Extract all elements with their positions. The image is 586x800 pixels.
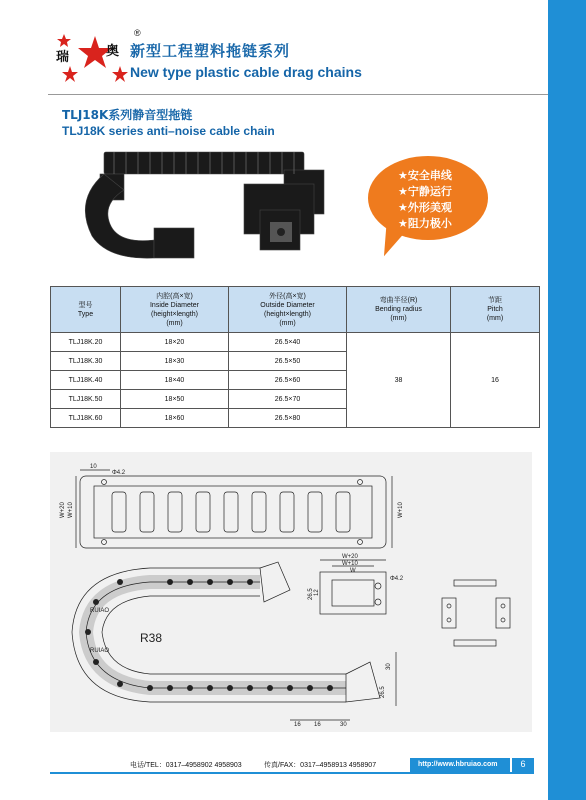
cell-inside: 18×50 xyxy=(121,390,229,409)
cell-outside: 26.5×80 xyxy=(229,409,347,428)
page-footer xyxy=(50,758,550,776)
cell-type: TLJ18K.20 xyxy=(51,333,121,352)
header-divider xyxy=(48,94,548,95)
cell-inside: 18×60 xyxy=(121,409,229,428)
series-title-english: TLJ18K series anti–noise cable chain xyxy=(62,124,275,138)
footer-website-link[interactable]: http://www.hbruiao.com xyxy=(410,758,510,772)
cell-bending-radius: 38 xyxy=(347,333,451,428)
chain-text-1: RUIAO xyxy=(90,608,110,614)
cell-inside: 18×40 xyxy=(121,371,229,390)
footer-bar xyxy=(50,772,534,774)
dim-label-w10-right: W+10 xyxy=(398,502,404,518)
header-cn: 内腔(高×宽) xyxy=(156,292,193,300)
cell-outside: 26.5×40 xyxy=(229,333,347,352)
header-en: Type xyxy=(77,310,94,318)
dim-label-phi: Φ4.2 xyxy=(112,470,126,476)
cell-pitch: 16 xyxy=(451,333,540,428)
dim-label-w10: W+10 xyxy=(68,502,74,518)
title-chinese: 新型工程塑料拖链系列 xyxy=(130,42,291,60)
chain-drawing-svg xyxy=(50,452,532,732)
feature-item: ★阻力极小 xyxy=(398,217,452,230)
logo-char-2: 奥 xyxy=(106,44,120,59)
feature-item: ★安全串线 xyxy=(398,169,452,182)
header-extra: (mm) xyxy=(390,315,407,322)
dim-label-30: 30 xyxy=(340,722,347,728)
header-cn: 外径(高×宽) xyxy=(269,292,306,300)
footer-fax: 传真/FAX：0317–4958913 4958907 xyxy=(264,762,377,769)
header-type xyxy=(51,287,121,333)
feature-item: ★宁静运行 xyxy=(398,185,452,198)
page-header xyxy=(30,28,530,88)
cell-type: TLJ18K.60 xyxy=(51,409,121,428)
cell-outside: 26.5×70 xyxy=(229,390,347,409)
cell-outside: 26.5×50 xyxy=(229,352,347,371)
dim-label-26-5: 26.5 xyxy=(308,588,314,600)
header-pitch xyxy=(451,287,540,333)
dim-label-10: 10 xyxy=(90,464,97,470)
cell-outside: 26.5×60 xyxy=(229,371,347,390)
product-photo xyxy=(64,140,344,280)
header-extra: (mm) xyxy=(486,315,504,322)
page-number: 6 xyxy=(512,758,534,772)
cell-inside: 18×30 xyxy=(121,352,229,371)
dim-label-12: 12 xyxy=(314,589,320,596)
dim-label-w10-bracket: W+10 xyxy=(342,561,358,567)
dim-label-phi-bracket: Φ4.2 xyxy=(390,576,404,582)
logo-char-1: 瑞 xyxy=(56,50,70,65)
series-title-chinese: TLJ18K系列静音型拖链 xyxy=(62,108,193,122)
dim-label-w20: W+20 xyxy=(60,502,66,518)
registered-mark: ® xyxy=(134,28,141,38)
cell-type: TLJ18K.40 xyxy=(51,371,121,390)
header-en: Pitch xyxy=(487,306,503,313)
header-cn: 型号 xyxy=(78,301,93,309)
footer-telephone: 电话/TEL：0317–4958902 4958903 xyxy=(130,762,242,769)
company-logo xyxy=(50,30,140,86)
feature-item: ★外形美观 xyxy=(398,201,452,214)
cell-type: TLJ18K.30 xyxy=(51,352,121,371)
header-en: Inside Diameter xyxy=(149,301,200,309)
cell-inside: 18×20 xyxy=(121,333,229,352)
dim-label-w: W xyxy=(350,568,356,574)
header-unit: (mm) xyxy=(166,319,183,327)
dim-label-16-b: 16 xyxy=(314,722,321,728)
header-bending xyxy=(347,287,451,333)
header-cn: 节距 xyxy=(488,297,502,304)
header-extra: (height×length) xyxy=(264,310,311,318)
title-english: New type plastic cable drag chains xyxy=(130,64,362,80)
header-outside xyxy=(229,287,347,333)
header-cn: 弯曲半径(R) xyxy=(379,297,418,304)
features-list xyxy=(398,168,452,232)
spec-table xyxy=(50,286,540,428)
cell-type: TLJ18K.50 xyxy=(51,390,121,409)
side-color-bar xyxy=(548,0,586,800)
technical-drawing xyxy=(50,452,532,732)
dim-label-16-a: 16 xyxy=(294,722,301,728)
dim-label-26-5-side: 26.5 xyxy=(380,686,386,698)
header-unit: (mm) xyxy=(279,319,296,327)
header-en: Bending radius xyxy=(375,306,422,313)
chain-text-2: RUIAO xyxy=(90,648,110,654)
table-row xyxy=(51,333,540,352)
header-extra: (height×length) xyxy=(151,310,198,318)
dim-label-w20-bracket: W+20 xyxy=(342,554,358,560)
bend-radius-label: R38 xyxy=(140,631,163,645)
header-en: Outside Diameter xyxy=(260,301,315,309)
dim-label-30-vertical: 30 xyxy=(386,663,392,670)
header-inside xyxy=(121,287,229,333)
